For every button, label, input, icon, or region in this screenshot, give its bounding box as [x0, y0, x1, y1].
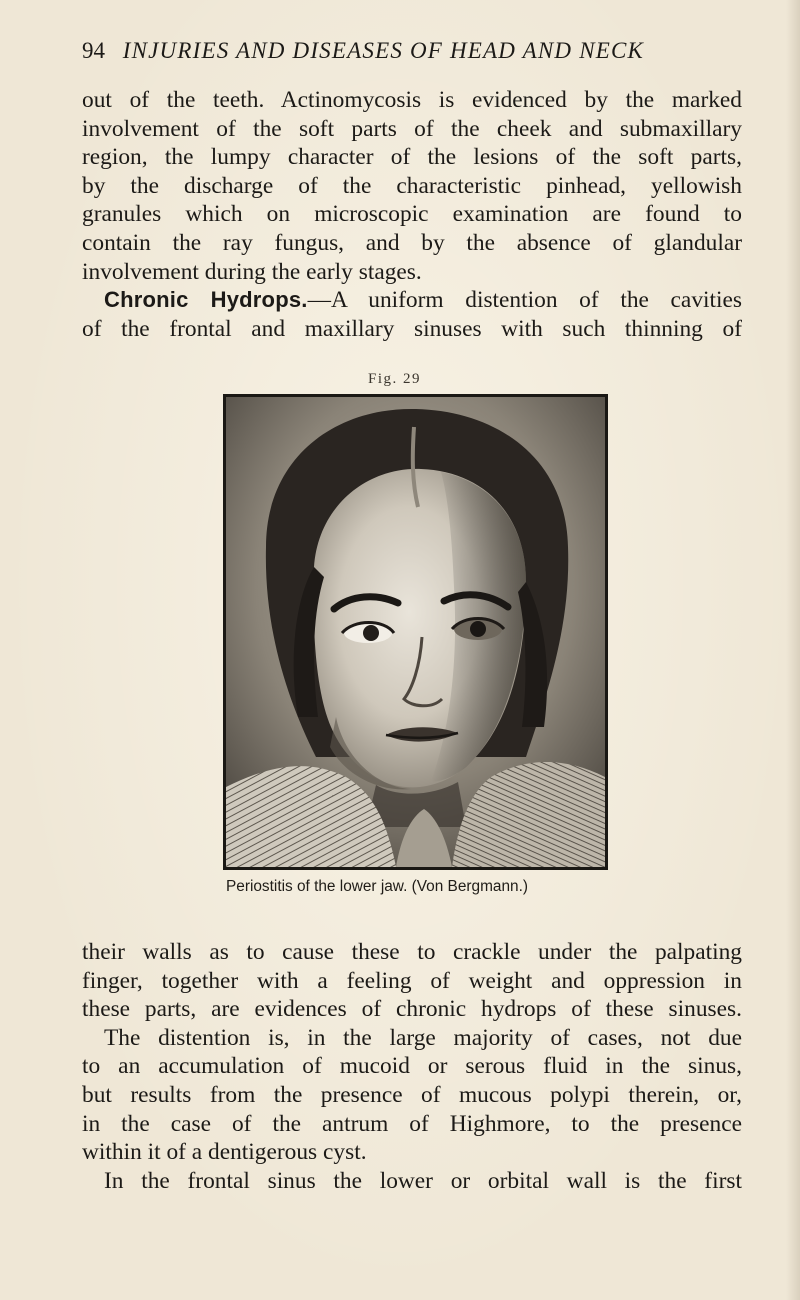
text-line: granules which on microscopic examination are found to [82, 201, 742, 228]
bottom-paragraph [82, 938, 742, 1195]
text-line: in the case of the antrum of Highmore, to the presence [82, 1110, 742, 1137]
text-line: The distention is, in the large majority of cases, not due [104, 1024, 742, 1051]
figure-caption: Periostitis of the lower jaw. (Von Bergmann.) [226, 878, 528, 895]
text-line: but results from the presence of mucous polypi therein, or, [82, 1081, 742, 1108]
figure-label: Fig. 29 [368, 371, 422, 387]
section-first-line-text: —A uniform distention of the cavities [307, 287, 742, 314]
text-line: by the discharge of the characteristic pinhead, yellowish [82, 172, 742, 199]
text-line: within it of a dentigerous cyst. [82, 1139, 367, 1166]
text-line: out of the teeth. Actinomycosis is evidenced by the marked [82, 87, 742, 113]
portrait-illustration [226, 397, 605, 867]
text-line: involvement during the early stages. [82, 258, 422, 285]
running-head: INJURIES AND DISEASES OF HEAD AND NECK [122, 38, 645, 63]
text-line: contain the ray fungus, and by the absence of glandular [82, 229, 742, 256]
text-line: these parts, are evidences of chronic hydrops of these sinuses. [82, 996, 742, 1023]
top-paragraph [82, 86, 742, 343]
text-line: involvement of the soft parts of the cheek and submaxillary [82, 115, 742, 142]
text-line: finger, together with a feeling of weight and oppression in [82, 967, 742, 994]
text-line: In the frontal sinus the lower or orbital wall is the first [104, 1167, 742, 1194]
text-line: region, the lumpy character of the lesions of the soft parts, [82, 144, 742, 171]
text-line: to an accumulation of mucoid or serous fluid in the sinus, [82, 1053, 742, 1080]
page-number: 94 [82, 38, 105, 63]
text-line: of the frontal and maxillary sinuses with such thinning of [82, 315, 742, 342]
text-line: their walls as to cause these to crackle under the palpating [82, 939, 742, 965]
page-header [82, 38, 722, 68]
section-heading: Chronic Hydrops. [104, 287, 308, 313]
figure-photograph [223, 394, 608, 870]
page-edge-shadow [786, 0, 800, 1300]
section-first-line [82, 286, 742, 315]
